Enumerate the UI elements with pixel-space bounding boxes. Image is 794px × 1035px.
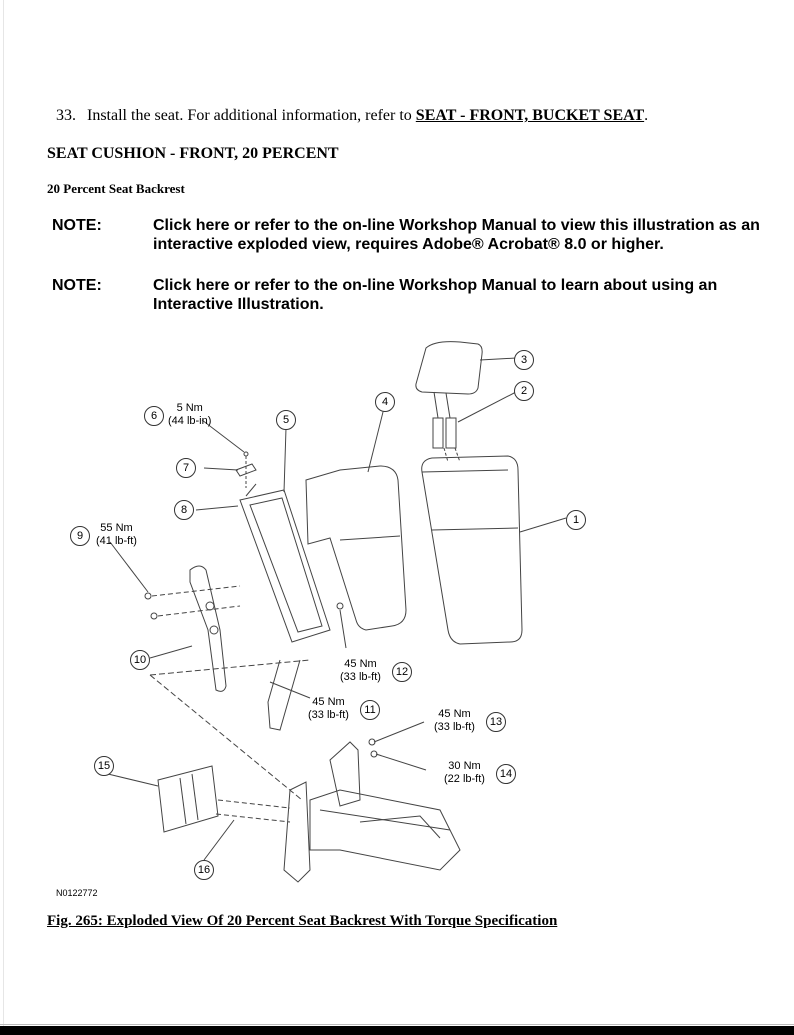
- seat-backrest-diagram: [40, 330, 600, 890]
- callout-14[interactable]: 14: [496, 764, 516, 784]
- callout-7[interactable]: 7: [176, 458, 196, 478]
- callout-1[interactable]: 1: [566, 510, 586, 530]
- callout-8[interactable]: 8: [174, 500, 194, 520]
- subsection-title: 20 Percent Seat Backrest: [47, 181, 185, 196]
- page-bottom-bar: [0, 1026, 794, 1035]
- torque-imperial: (33 lb-ft): [340, 671, 381, 683]
- torque-nm: 55 Nm: [100, 522, 133, 534]
- page-bottom-rule: [0, 1024, 794, 1025]
- callout-15[interactable]: 15: [94, 756, 114, 776]
- headrest-shape: [416, 342, 482, 394]
- torque-imperial: (33 lb-ft): [308, 709, 349, 721]
- torque-nm: 45 Nm: [344, 658, 377, 670]
- torque-nm: 5 Nm: [176, 402, 203, 414]
- callout-4[interactable]: 4: [375, 392, 395, 412]
- torque-spec-12: [340, 658, 381, 684]
- callout-2[interactable]: 2: [514, 381, 534, 401]
- note-text[interactable]: Click here or refer to the on-line Workshop Manual to view this illustration as an interactive exploded view, requires Adobe® Acrobat® 8.0 or higher.: [153, 217, 760, 253]
- torque-nm: 45 Nm: [438, 708, 471, 720]
- callout-5[interactable]: 5: [276, 410, 296, 430]
- torque-imperial: (33 lb-ft): [434, 721, 475, 733]
- figure-id: N0122772: [56, 888, 98, 898]
- note-label: NOTE:: [52, 217, 102, 234]
- torque-nm: 45 Nm: [312, 696, 345, 708]
- callout-12[interactable]: 12: [392, 662, 412, 682]
- callout-9[interactable]: 9: [70, 526, 90, 546]
- torque-imperial: (41 lb-ft): [96, 535, 137, 547]
- step-number: 33.: [56, 107, 76, 124]
- callout-13[interactable]: 13: [486, 712, 506, 732]
- callout-16[interactable]: 16: [194, 860, 214, 880]
- torque-spec-13: [434, 708, 475, 734]
- torque-spec-14: [444, 760, 485, 786]
- torque-nm: 30 Nm: [448, 760, 481, 772]
- torque-spec-9: [96, 522, 137, 548]
- figure-caption: Fig. 265: Exploded View Of 20 Percent Seat Backrest With Torque Specification: [47, 913, 558, 929]
- step-text: Install the seat. For additional information, refer to: [87, 107, 416, 124]
- step-period: .: [644, 107, 649, 124]
- torque-imperial: (44 lb-in): [168, 415, 212, 427]
- callout-10[interactable]: 10: [130, 650, 150, 670]
- page-left-border: [3, 0, 4, 1026]
- callout-6[interactable]: 6: [144, 406, 164, 426]
- exploded-view-illustration: [40, 330, 600, 890]
- bucket-seat-link[interactable]: SEAT - FRONT, BUCKET SEAT: [415, 107, 645, 124]
- torque-spec-6: [168, 402, 211, 428]
- callout-3[interactable]: 3: [514, 350, 534, 370]
- torque-spec-11: [308, 696, 349, 722]
- note-text[interactable]: Click here or refer to the on-line Workshop Manual to learn about using an Interactive Illustration.: [153, 277, 718, 313]
- torque-imperial: (22 lb-ft): [444, 773, 485, 785]
- note-label: NOTE:: [52, 277, 102, 294]
- callout-11[interactable]: 11: [360, 700, 380, 720]
- install-step: [56, 107, 648, 125]
- section-title: SEAT CUSHION - FRONT, 20 PERCENT: [47, 145, 339, 162]
